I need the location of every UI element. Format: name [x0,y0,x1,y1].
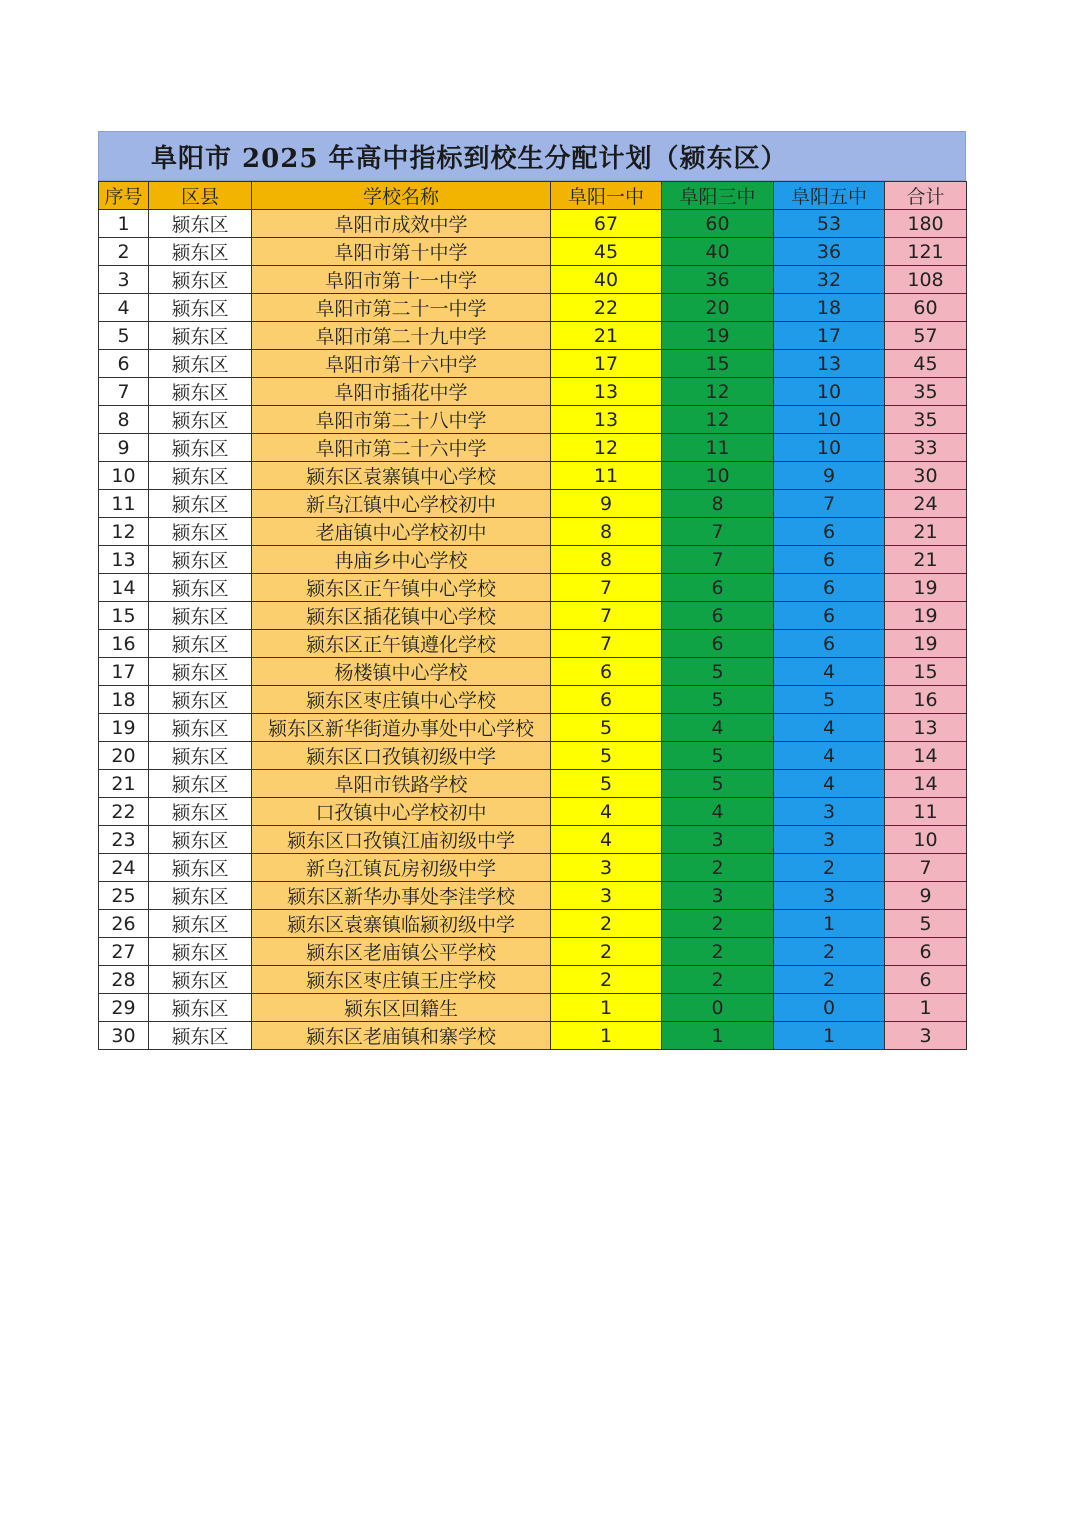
allocation-sheet [98,131,966,1050]
cell-fuyang-no5: 3 [774,798,885,826]
cell-total: 33 [885,434,967,462]
cell-fuyang-no3: 7 [662,546,774,574]
table-row [99,938,967,966]
cell-total: 13 [885,714,967,742]
cell-seq: 7 [99,378,149,406]
cell-fuyang-no5: 10 [774,378,885,406]
header-row [99,182,967,210]
header-fuyang-no1: 阜阳一中 [551,182,662,210]
table-row [99,322,967,350]
cell-seq: 24 [99,854,149,882]
cell-fuyang-no5: 4 [774,714,885,742]
cell-school-name: 颍东区回籍生 [252,994,551,1022]
cell-fuyang-no5: 6 [774,546,885,574]
cell-district: 颍东区 [149,546,252,574]
cell-fuyang-no3: 10 [662,462,774,490]
cell-fuyang-no5: 6 [774,574,885,602]
cell-fuyang-no3: 20 [662,294,774,322]
cell-school-name: 阜阳市插花中学 [252,378,551,406]
cell-school-name: 颍东区枣庄镇王庄学校 [252,966,551,994]
cell-fuyang-no1: 7 [551,574,662,602]
cell-fuyang-no1: 5 [551,742,662,770]
cell-school-name: 颍东区枣庄镇中心学校 [252,686,551,714]
cell-district: 颍东区 [149,434,252,462]
cell-fuyang-no1: 1 [551,994,662,1022]
cell-fuyang-no5: 10 [774,434,885,462]
cell-fuyang-no1: 3 [551,854,662,882]
cell-fuyang-no3: 4 [662,798,774,826]
table-row [99,798,967,826]
cell-total: 19 [885,630,967,658]
cell-fuyang-no5: 4 [774,658,885,686]
cell-fuyang-no3: 2 [662,938,774,966]
cell-fuyang-no3: 1 [662,1022,774,1050]
cell-seq: 29 [99,994,149,1022]
cell-total: 108 [885,266,967,294]
cell-seq: 9 [99,434,149,462]
cell-fuyang-no3: 5 [662,770,774,798]
cell-district: 颍东区 [149,490,252,518]
cell-school-name: 颍东区正午镇中心学校 [252,574,551,602]
cell-district: 颍东区 [149,378,252,406]
cell-seq: 18 [99,686,149,714]
cell-fuyang-no5: 18 [774,294,885,322]
cell-fuyang-no1: 40 [551,266,662,294]
cell-fuyang-no1: 12 [551,434,662,462]
cell-school-name: 颍东区口孜镇初级中学 [252,742,551,770]
cell-school-name: 阜阳市第二十一中学 [252,294,551,322]
cell-school-name: 颍东区老庙镇和寨学校 [252,1022,551,1050]
cell-fuyang-no1: 6 [551,686,662,714]
cell-fuyang-no5: 53 [774,210,885,238]
cell-school-name: 颍东区老庙镇公平学校 [252,938,551,966]
cell-total: 15 [885,658,967,686]
cell-fuyang-no5: 2 [774,966,885,994]
cell-district: 颍东区 [149,406,252,434]
table-body [99,210,967,1050]
cell-fuyang-no1: 67 [551,210,662,238]
cell-fuyang-no5: 2 [774,938,885,966]
cell-fuyang-no1: 5 [551,714,662,742]
cell-school-name: 阜阳市铁路学校 [252,770,551,798]
cell-fuyang-no1: 5 [551,770,662,798]
table-row [99,574,967,602]
cell-total: 45 [885,350,967,378]
cell-total: 14 [885,770,967,798]
cell-fuyang-no5: 6 [774,630,885,658]
cell-district: 颍东区 [149,294,252,322]
cell-total: 6 [885,938,967,966]
table-row [99,854,967,882]
cell-total: 180 [885,210,967,238]
cell-district: 颍东区 [149,322,252,350]
table-row [99,658,967,686]
cell-fuyang-no5: 2 [774,854,885,882]
cell-school-name: 口孜镇中心学校初中 [252,798,551,826]
cell-fuyang-no1: 13 [551,378,662,406]
table-row [99,994,967,1022]
cell-fuyang-no1: 8 [551,546,662,574]
cell-seq: 27 [99,938,149,966]
cell-fuyang-no1: 6 [551,658,662,686]
header-seq: 序号 [99,182,149,210]
cell-school-name: 冉庙乡中心学校 [252,546,551,574]
cell-school-name: 阜阳市成效中学 [252,210,551,238]
cell-fuyang-no1: 4 [551,798,662,826]
allocation-table [98,181,967,1050]
cell-total: 10 [885,826,967,854]
cell-fuyang-no5: 7 [774,490,885,518]
cell-school-name: 老庙镇中心学校初中 [252,518,551,546]
sheet-title: 阜阳市 2025 年高中指标到校生分配计划（颍东区） [98,131,966,181]
cell-seq: 20 [99,742,149,770]
cell-school-name: 颍东区插花镇中心学校 [252,602,551,630]
cell-total: 57 [885,322,967,350]
table-row [99,546,967,574]
table-row [99,518,967,546]
cell-total: 7 [885,854,967,882]
cell-total: 19 [885,602,967,630]
cell-fuyang-no3: 5 [662,686,774,714]
cell-seq: 23 [99,826,149,854]
cell-total: 60 [885,294,967,322]
cell-fuyang-no3: 8 [662,490,774,518]
table-row [99,602,967,630]
cell-fuyang-no1: 7 [551,602,662,630]
table-row [99,826,967,854]
table-row [99,686,967,714]
cell-district: 颍东区 [149,630,252,658]
table-row [99,966,967,994]
cell-fuyang-no3: 6 [662,630,774,658]
cell-school-name: 阜阳市第十一中学 [252,266,551,294]
cell-district: 颍东区 [149,854,252,882]
table-row [99,490,967,518]
cell-fuyang-no3: 19 [662,322,774,350]
header-fuyang-no3: 阜阳三中 [662,182,774,210]
cell-fuyang-no1: 2 [551,938,662,966]
cell-school-name: 新乌江镇中心学校初中 [252,490,551,518]
cell-fuyang-no5: 0 [774,994,885,1022]
cell-total: 5 [885,910,967,938]
cell-district: 颍东区 [149,798,252,826]
cell-fuyang-no3: 5 [662,742,774,770]
cell-district: 颍东区 [149,462,252,490]
cell-seq: 6 [99,350,149,378]
cell-school-name: 新乌江镇瓦房初级中学 [252,854,551,882]
cell-fuyang-no1: 8 [551,518,662,546]
cell-seq: 4 [99,294,149,322]
cell-seq: 26 [99,910,149,938]
cell-fuyang-no3: 12 [662,378,774,406]
cell-fuyang-no5: 17 [774,322,885,350]
table-row [99,882,967,910]
cell-district: 颍东区 [149,266,252,294]
cell-district: 颍东区 [149,350,252,378]
table-row [99,742,967,770]
cell-fuyang-no3: 3 [662,826,774,854]
cell-total: 14 [885,742,967,770]
cell-district: 颍东区 [149,518,252,546]
cell-total: 19 [885,574,967,602]
cell-fuyang-no1: 1 [551,1022,662,1050]
cell-fuyang-no3: 6 [662,602,774,630]
cell-district: 颍东区 [149,1022,252,1050]
table-row [99,210,967,238]
table-row [99,294,967,322]
table-row [99,378,967,406]
cell-school-name: 阜阳市第十中学 [252,238,551,266]
cell-fuyang-no5: 3 [774,882,885,910]
cell-district: 颍东区 [149,994,252,1022]
cell-fuyang-no1: 21 [551,322,662,350]
cell-fuyang-no1: 3 [551,882,662,910]
cell-seq: 2 [99,238,149,266]
cell-fuyang-no5: 10 [774,406,885,434]
cell-seq: 30 [99,1022,149,1050]
cell-district: 颍东区 [149,966,252,994]
table-row [99,630,967,658]
cell-fuyang-no1: 17 [551,350,662,378]
cell-district: 颍东区 [149,210,252,238]
header-total: 合计 [885,182,967,210]
cell-fuyang-no5: 4 [774,742,885,770]
cell-school-name: 颍东区新华办事处李洼学校 [252,882,551,910]
cell-district: 颍东区 [149,602,252,630]
cell-fuyang-no5: 5 [774,686,885,714]
cell-seq: 13 [99,546,149,574]
cell-fuyang-no5: 36 [774,238,885,266]
cell-district: 颍东区 [149,770,252,798]
cell-seq: 12 [99,518,149,546]
cell-fuyang-no1: 7 [551,630,662,658]
cell-seq: 5 [99,322,149,350]
header-school-name: 学校名称 [252,182,551,210]
cell-fuyang-no3: 60 [662,210,774,238]
cell-district: 颍东区 [149,574,252,602]
table-row [99,1022,967,1050]
cell-fuyang-no1: 45 [551,238,662,266]
cell-total: 1 [885,994,967,1022]
table-row [99,714,967,742]
cell-seq: 14 [99,574,149,602]
cell-total: 9 [885,882,967,910]
cell-fuyang-no3: 5 [662,658,774,686]
cell-seq: 8 [99,406,149,434]
cell-fuyang-no3: 15 [662,350,774,378]
cell-seq: 19 [99,714,149,742]
cell-fuyang-no1: 2 [551,966,662,994]
cell-school-name: 颍东区袁寨镇临颍初级中学 [252,910,551,938]
cell-district: 颍东区 [149,714,252,742]
cell-total: 3 [885,1022,967,1050]
cell-seq: 16 [99,630,149,658]
cell-fuyang-no3: 4 [662,714,774,742]
cell-total: 21 [885,546,967,574]
cell-fuyang-no1: 13 [551,406,662,434]
cell-district: 颍东区 [149,826,252,854]
cell-seq: 15 [99,602,149,630]
cell-total: 35 [885,378,967,406]
cell-fuyang-no5: 13 [774,350,885,378]
cell-school-name: 颍东区口孜镇江庙初级中学 [252,826,551,854]
cell-seq: 22 [99,798,149,826]
cell-fuyang-no3: 3 [662,882,774,910]
cell-seq: 3 [99,266,149,294]
table-row [99,350,967,378]
header-fuyang-no5: 阜阳五中 [774,182,885,210]
cell-fuyang-no3: 40 [662,238,774,266]
table-row [99,910,967,938]
cell-fuyang-no5: 4 [774,770,885,798]
cell-fuyang-no3: 12 [662,406,774,434]
cell-school-name: 颍东区正午镇遵化学校 [252,630,551,658]
cell-fuyang-no1: 2 [551,910,662,938]
cell-fuyang-no1: 4 [551,826,662,854]
cell-district: 颍东区 [149,238,252,266]
cell-district: 颍东区 [149,742,252,770]
cell-school-name: 杨楼镇中心学校 [252,658,551,686]
cell-fuyang-no3: 2 [662,854,774,882]
cell-school-name: 阜阳市第二十六中学 [252,434,551,462]
cell-seq: 11 [99,490,149,518]
table-row [99,266,967,294]
cell-fuyang-no3: 11 [662,434,774,462]
cell-fuyang-no3: 36 [662,266,774,294]
table-row [99,434,967,462]
cell-fuyang-no3: 2 [662,966,774,994]
cell-total: 21 [885,518,967,546]
cell-fuyang-no5: 3 [774,826,885,854]
cell-district: 颍东区 [149,910,252,938]
cell-fuyang-no1: 11 [551,462,662,490]
cell-fuyang-no5: 32 [774,266,885,294]
cell-seq: 1 [99,210,149,238]
header-district: 区县 [149,182,252,210]
table-row [99,462,967,490]
cell-school-name: 颍东区新华街道办事处中心学校 [252,714,551,742]
cell-total: 35 [885,406,967,434]
table-row [99,406,967,434]
cell-fuyang-no1: 22 [551,294,662,322]
cell-seq: 25 [99,882,149,910]
cell-school-name: 阜阳市第二十九中学 [252,322,551,350]
cell-fuyang-no5: 6 [774,518,885,546]
cell-fuyang-no1: 9 [551,490,662,518]
cell-district: 颍东区 [149,686,252,714]
cell-total: 30 [885,462,967,490]
cell-seq: 17 [99,658,149,686]
cell-school-name: 阜阳市第十六中学 [252,350,551,378]
cell-fuyang-no5: 9 [774,462,885,490]
cell-fuyang-no5: 1 [774,1022,885,1050]
cell-seq: 28 [99,966,149,994]
cell-total: 24 [885,490,967,518]
cell-fuyang-no3: 7 [662,518,774,546]
cell-district: 颍东区 [149,938,252,966]
cell-school-name: 颍东区袁寨镇中心学校 [252,462,551,490]
cell-district: 颍东区 [149,658,252,686]
cell-total: 121 [885,238,967,266]
cell-total: 6 [885,966,967,994]
cell-fuyang-no5: 1 [774,910,885,938]
cell-total: 16 [885,686,967,714]
cell-fuyang-no5: 6 [774,602,885,630]
table-row [99,238,967,266]
table-row [99,770,967,798]
cell-total: 11 [885,798,967,826]
cell-fuyang-no3: 2 [662,910,774,938]
cell-seq: 10 [99,462,149,490]
cell-district: 颍东区 [149,882,252,910]
cell-fuyang-no3: 6 [662,574,774,602]
cell-seq: 21 [99,770,149,798]
cell-school-name: 阜阳市第二十八中学 [252,406,551,434]
cell-fuyang-no3: 0 [662,994,774,1022]
